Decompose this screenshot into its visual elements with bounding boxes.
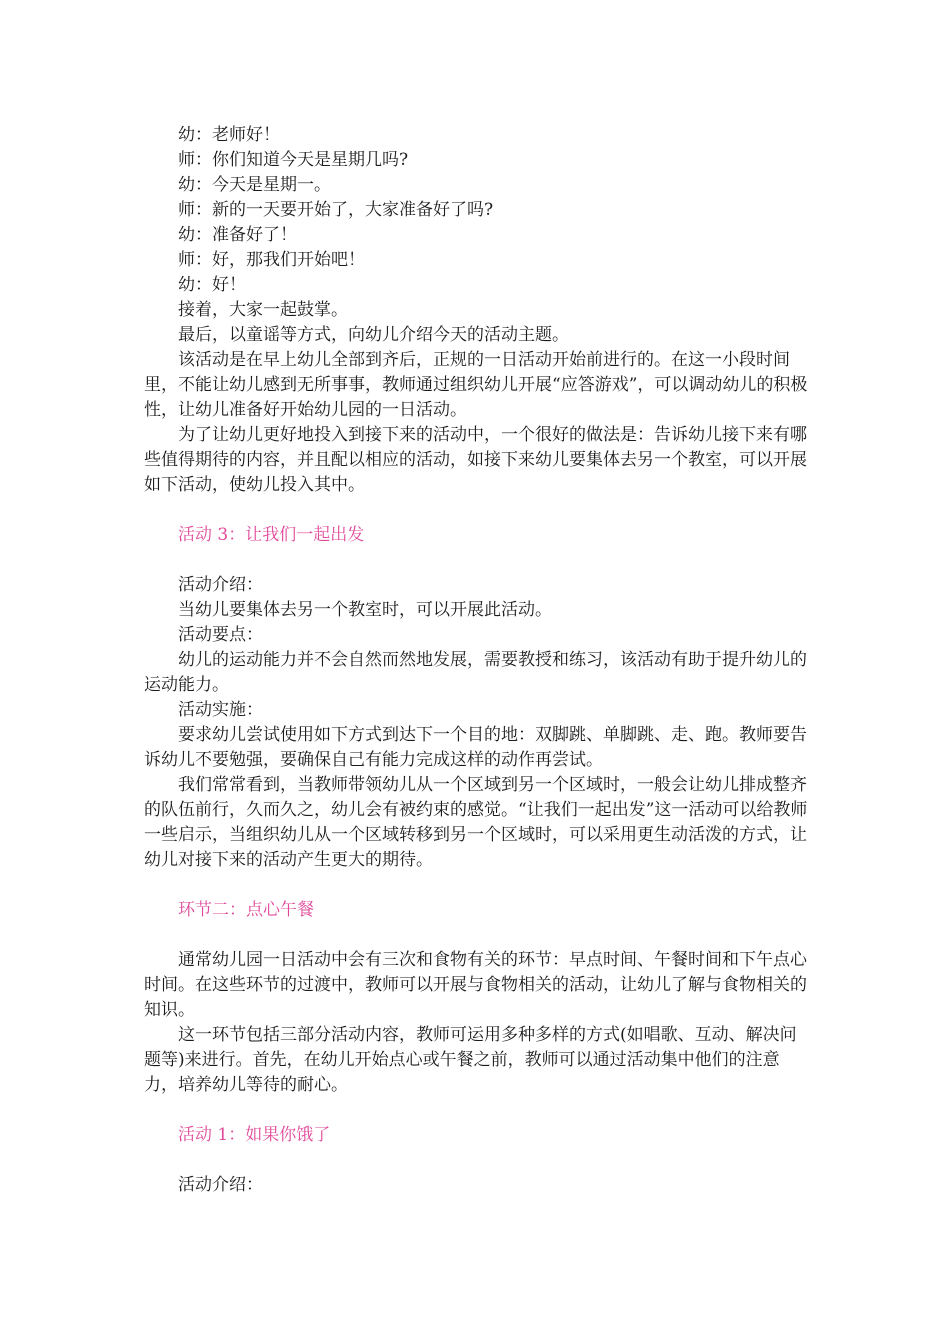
spacer	[144, 1148, 810, 1173]
activity-points-label: 活动要点：	[178, 625, 263, 645]
dialogue-line: 幼：好！	[178, 275, 246, 295]
dialogue-line: 最后，以童谣等方式，向幼儿介绍今天的活动主题。	[178, 325, 569, 345]
spacer	[144, 873, 810, 898]
paragraph-morning-activity: 该活动是在早上幼儿全部到齐后，正规的一日活动开始前进行的。在这一小段时间里，不能让幼儿感到无所事事，教师通过组织幼儿开展“应答游戏”，可以调动幼儿的积极性，让幼儿准备好开始幼儿园的一日活动。	[144, 350, 808, 420]
activity-impl-label: 活动实施：	[178, 700, 263, 720]
dialogue-line: 师：好，那我们开始吧！	[178, 250, 365, 270]
spacer	[144, 1098, 810, 1123]
activity-intro-text: 当幼儿要集体去另一个教室时，可以开展此活动。	[178, 600, 552, 620]
spacer	[144, 923, 810, 948]
dialogue-line: 接着，大家一起鼓掌。	[178, 300, 348, 320]
activity-impl-text: 要求幼儿尝试使用如下方式到达下一个目的地：双脚跳、单脚跳、走、跑。教师要告诉幼儿不要勉强，要确保自己有能力完成这样的动作再尝试。	[144, 725, 807, 770]
heading-section-2: 环节二：点心午餐	[178, 900, 314, 920]
spacer	[144, 548, 810, 573]
dialogue-line: 师：你们知道今天是星期几吗?	[178, 150, 409, 170]
dialogue-line: 师：新的一天要开始了，大家准备好了吗?	[178, 200, 494, 220]
section2-paragraph-meals: 通常幼儿园一日活动中会有三次和食物有关的环节：早点时间、午餐时间和下午点心时间。在这些环节的过渡中，教师可以开展与食物相关的活动，让幼儿了解与食物相关的知识。	[144, 950, 807, 1020]
section2-paragraph-methods: 这一环节包括三部分活动内容，教师可运用多种多样的方式(如唱歌、互动、解决问题等)来进行。首先，在幼儿开始点心或午餐之前，教师可以通过活动集中他们的注意力，培养幼儿等待的耐心。	[144, 1025, 797, 1095]
dialogue-line: 幼：今天是星期一。	[178, 175, 331, 195]
activity-reflection: 我们常常看到，当教师带领幼儿从一个区域到另一个区域时，一般会让幼儿排成整齐的队伍前行，久而久之，幼儿会有被约束的感觉。“让我们一起出发”这一活动可以给教师一些启示，当组织幼儿从一个区域转移到另一个区域时，可以采用更生动活泼的方式，让幼儿对接下来的活动产生更大的期待。	[144, 775, 808, 870]
heading-activity-3: 活动 3：让我们一起出发	[178, 525, 365, 545]
activity-points-text: 幼儿的运动能力并不会自然而然地发展，需要教授和练习，该活动有助于提升幼儿的运动能力。	[144, 650, 807, 695]
activity-intro-label: 活动介绍：	[178, 575, 263, 595]
dialogue-block	[144, 123, 810, 348]
heading-activity-1: 活动 1：如果你饿了	[178, 1125, 331, 1145]
activity1-intro-label: 活动介绍：	[178, 1175, 263, 1195]
spacer	[144, 498, 810, 523]
document-body	[144, 123, 810, 1198]
dialogue-line: 幼：准备好了！	[178, 225, 297, 245]
paragraph-transition-tip: 为了让幼儿更好地投入到接下来的活动中，一个很好的做法是：告诉幼儿接下来有哪些值得期待的内容，并且配以相应的活动，如接下来幼儿要集体去另一个教室，可以开展如下活动，使幼儿投入其中。	[144, 425, 807, 495]
dialogue-line: 幼：老师好！	[178, 125, 280, 145]
